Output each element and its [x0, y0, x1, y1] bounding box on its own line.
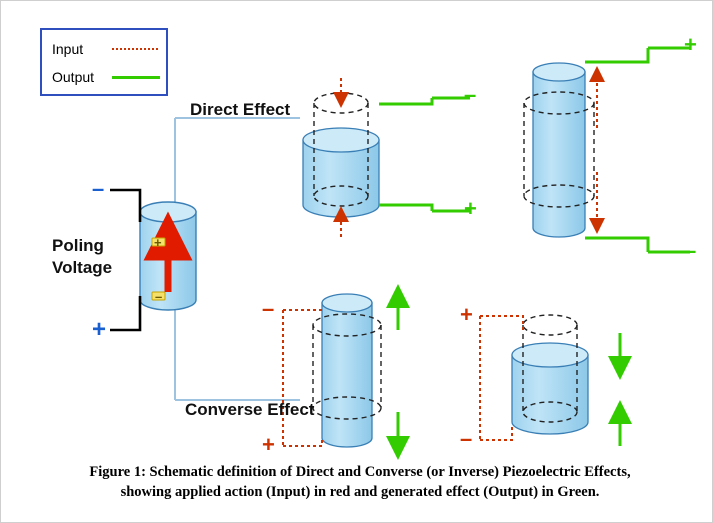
- poling-cylinder-top-sign: +: [154, 235, 162, 250]
- panel-direct-compression-graphic: [303, 78, 470, 237]
- label-converse-effect: Converse Effect: [185, 400, 315, 419]
- legend-input-swatch: [112, 48, 158, 50]
- direct-compression-output-top-sign: –: [464, 82, 477, 107]
- figure-caption: [36, 462, 684, 502]
- label-poling-line2: Voltage: [52, 258, 113, 277]
- panel-converse-contraction-graphic: [480, 315, 620, 446]
- caption-line-2: showing applied action (Input) in red and generated effect (Output) in Green.: [120, 484, 600, 500]
- direct-tension-output-bottom-sign: –: [684, 238, 697, 263]
- direct-compression-output-bottom-sign: +: [464, 196, 477, 221]
- poling-cylinder-bottom-sign: –: [155, 289, 163, 304]
- label-poling-line1: Poling: [52, 236, 104, 255]
- caption-line-1: Figure 1: Schematic definition of Direct and Converse (or Inverse) Piezoelectric Effects,: [89, 464, 631, 480]
- legend-output-label: Output: [52, 69, 95, 85]
- converse-contraction-input-bottom-sign: –: [460, 426, 473, 451]
- direct-tension-output-top-sign: +: [684, 32, 697, 57]
- poling-top-terminal-sign: –: [92, 176, 105, 201]
- converse-elongation-input-top-sign: –: [262, 296, 275, 321]
- legend: [40, 28, 168, 96]
- converse-contraction-input-top-sign: +: [460, 302, 473, 327]
- poling-cell-graphic: [110, 190, 196, 330]
- legend-output-swatch: [112, 76, 160, 79]
- panel-converse-elongation-graphic: [283, 294, 398, 448]
- panel-direct-tension-graphic: [524, 48, 690, 252]
- legend-row-input: [52, 38, 158, 60]
- legend-input-label: Input: [52, 41, 84, 57]
- converse-elongation-input-bottom-sign: +: [262, 432, 275, 457]
- label-direct-effect: Direct Effect: [190, 100, 291, 119]
- label-poling-voltage: [52, 235, 112, 279]
- poling-bottom-terminal-sign: +: [92, 316, 107, 343]
- legend-row-output: [52, 66, 160, 88]
